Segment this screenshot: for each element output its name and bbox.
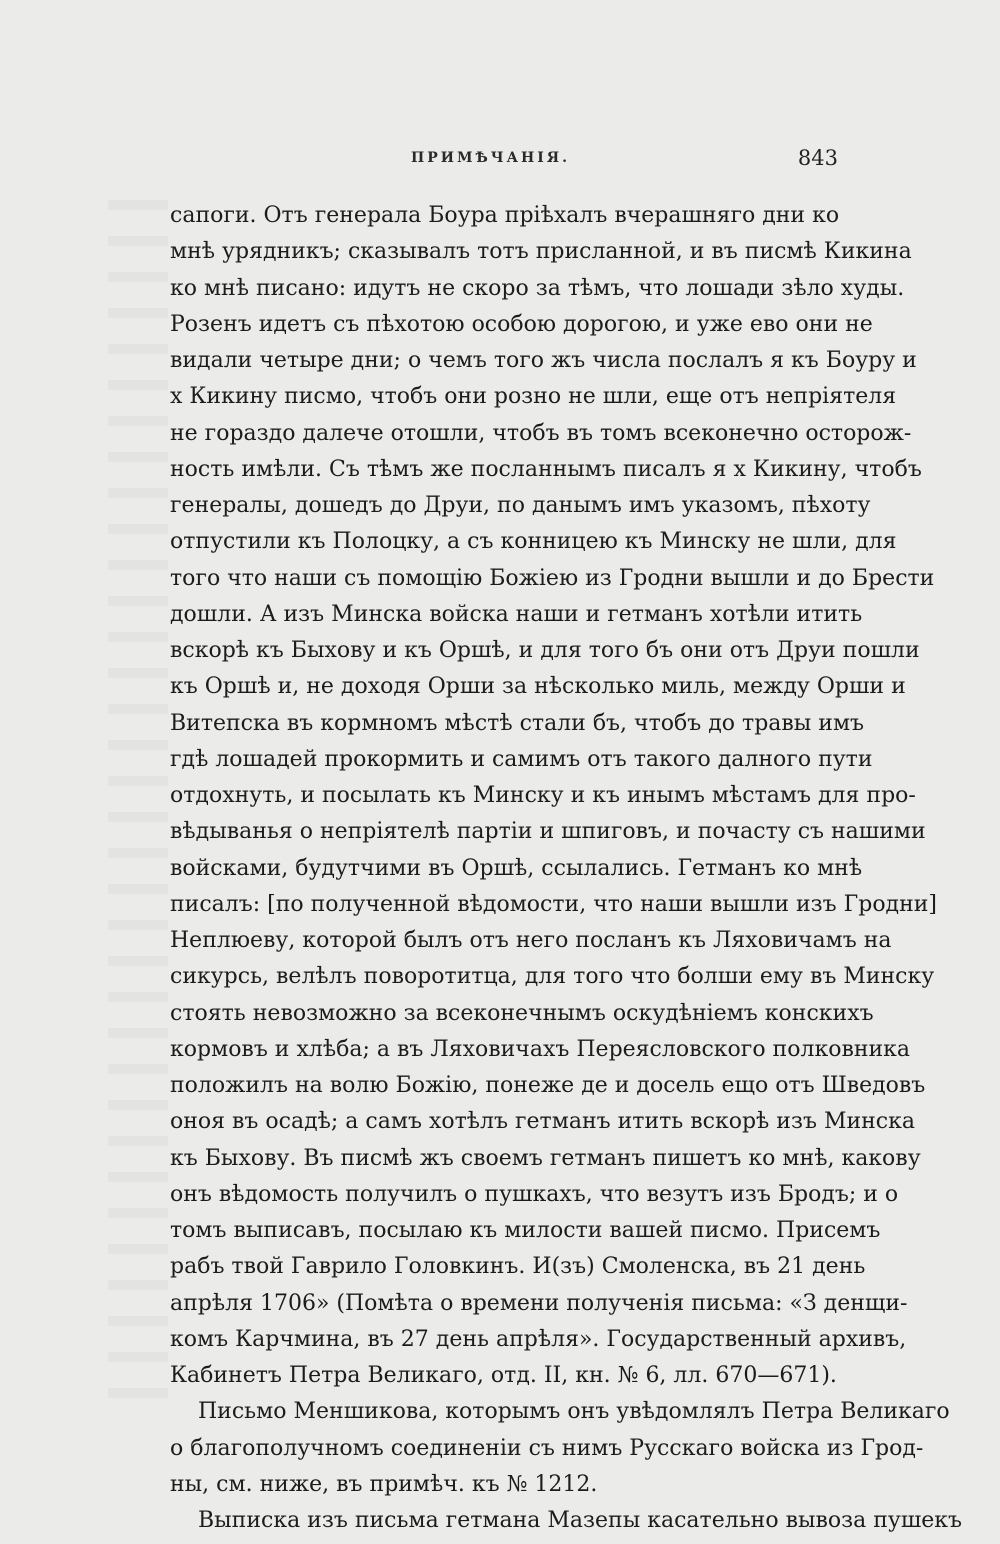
text-line: Розенъ идетъ съ пѣхотою особою дорогою, и уже ево они не xyxy=(170,311,873,337)
text-line: не гораздо далече отошли, чтобъ въ томъ всеконечно осторож- xyxy=(170,420,912,446)
text-line: сапоги. Отъ генерала Боура пріѣхалъ вчерашняго дни ко xyxy=(170,203,840,228)
paragraph-line: ны, см. ниже, въ примѣч. къ № 1212. xyxy=(170,1471,598,1497)
text-line: положилъ на волю Божію, понеже де и досель ещо отъ Шведовъ xyxy=(170,1073,926,1098)
text-line: къ Оршѣ и, не доходя Орши за нѣсколько миль, между Орши и xyxy=(170,674,906,700)
text-line: гдѣ лошадей прокормить и самимъ отъ такого далного пути xyxy=(170,746,873,772)
text-line: вѣдыванья о непріятелѣ партіи и шпиговъ, и почасту съ нашими xyxy=(170,819,926,845)
text-line: генералы, дошедъ до Друи, по данымъ имъ указомъ, пѣхоту xyxy=(170,493,871,518)
body-text xyxy=(170,198,963,1539)
text-line: отдохнуть, и посылать къ Минску и къ инымъ мѣстамъ для про- xyxy=(170,783,916,808)
text-line: Неплюеву, которой былъ отъ него посланъ къ Ляховичамъ на xyxy=(170,928,892,953)
text-line: Кабинетъ Петра Великаго, отд. II, кн. № 6, лл. 670—671). xyxy=(170,1363,837,1388)
bleed-through-shadow xyxy=(108,200,168,1400)
text-line: ность имѣли. Съ тѣмъ же посланнымъ писалъ я х Кикину, чтобъ xyxy=(170,456,922,482)
paragraph-line: о благополучномъ соединеніи съ нимъ Русскаго войска из Грод- xyxy=(170,1435,924,1461)
text-line: кормовъ и хлѣба; а въ Ляховичахъ Переясловского полковника xyxy=(170,1036,911,1062)
text-line: ко мнѣ писано: идутъ не скоро за тѣмъ, что лошади зѣло худы. xyxy=(170,275,905,301)
paragraph-line: Письмо Меншикова, которымъ онъ увѣдомлялъ Петра Великаго xyxy=(198,1399,950,1425)
text-line: видали четыре дни; о чемъ того жъ числа послалъ я къ Боуру и xyxy=(170,348,917,373)
text-line: онъ вѣдомость получилъ о пушкахъ, что везутъ изъ Бродъ; и о xyxy=(170,1181,899,1207)
page-header xyxy=(170,146,838,176)
text-line: рабъ твой Гаврило Головкинъ. И(зъ) Смоленска, въ 21 день xyxy=(170,1254,866,1280)
text-line: сикурсь, велѣлъ поворотитца, для того что болши ему въ Минску xyxy=(170,964,935,990)
text-line: апрѣля 1706» (Помѣта о времени полученія письма: «З денщи- xyxy=(170,1290,908,1316)
text-line: вскорѣ къ Быхову и къ Оршѣ, и для того бъ они отъ Друи пошли xyxy=(170,638,920,663)
page-number: 843 xyxy=(797,146,838,170)
text-line: х Кикину писмо, чтобъ они розно не шли, еще отъ непріятеля xyxy=(170,384,897,410)
text-line: дошли. А изъ Минска войска наши и гетманъ хотѣли итить xyxy=(170,601,863,627)
paragraph-line: Выписка изъ письма гетмана Мазепы касательно вывоза пушекъ xyxy=(198,1508,963,1533)
text-line: оноя въ осадѣ; а самъ хотѣлъ гетманъ итить вскорѣ изъ Минска xyxy=(170,1109,915,1135)
text-line: Витепска въ кормномъ мѣстѣ стали бъ, чтобъ до травы имъ xyxy=(170,710,865,736)
text-line: комъ Карчмина, въ 27 день апрѣля». Государственный архивъ, xyxy=(170,1326,907,1352)
text-line: писалъ: [по полученной вѣдомости, что наши вышли изъ Гродни] xyxy=(170,891,938,917)
text-line: стоять невозможно за всеконечнымъ оскудѣніемъ конскихъ xyxy=(170,1000,874,1026)
running-head: ПРИМѢЧАНІЯ. xyxy=(411,150,570,166)
text-line: отпустили къ Полоцку, а съ конницею къ Минску не шли, для xyxy=(170,529,897,555)
text-line: къ Быхову. Въ писмѣ жъ своемъ гетманъ пишетъ ко мнѣ, какову xyxy=(170,1145,921,1171)
text-line: войсками, будутчими въ Оршѣ, ссылались. Гетманъ ко мнѣ xyxy=(170,855,863,881)
text-line: того что наши съ помощію Божіею из Гродни вышли и до Брести xyxy=(170,565,935,591)
text-line: томъ выписавъ, посылаю къ милости вашей писмо. Присемъ xyxy=(170,1218,881,1243)
text-line: мнѣ урядникъ; сказывалъ тотъ присланной, и въ писмѣ Кикина xyxy=(170,239,912,265)
